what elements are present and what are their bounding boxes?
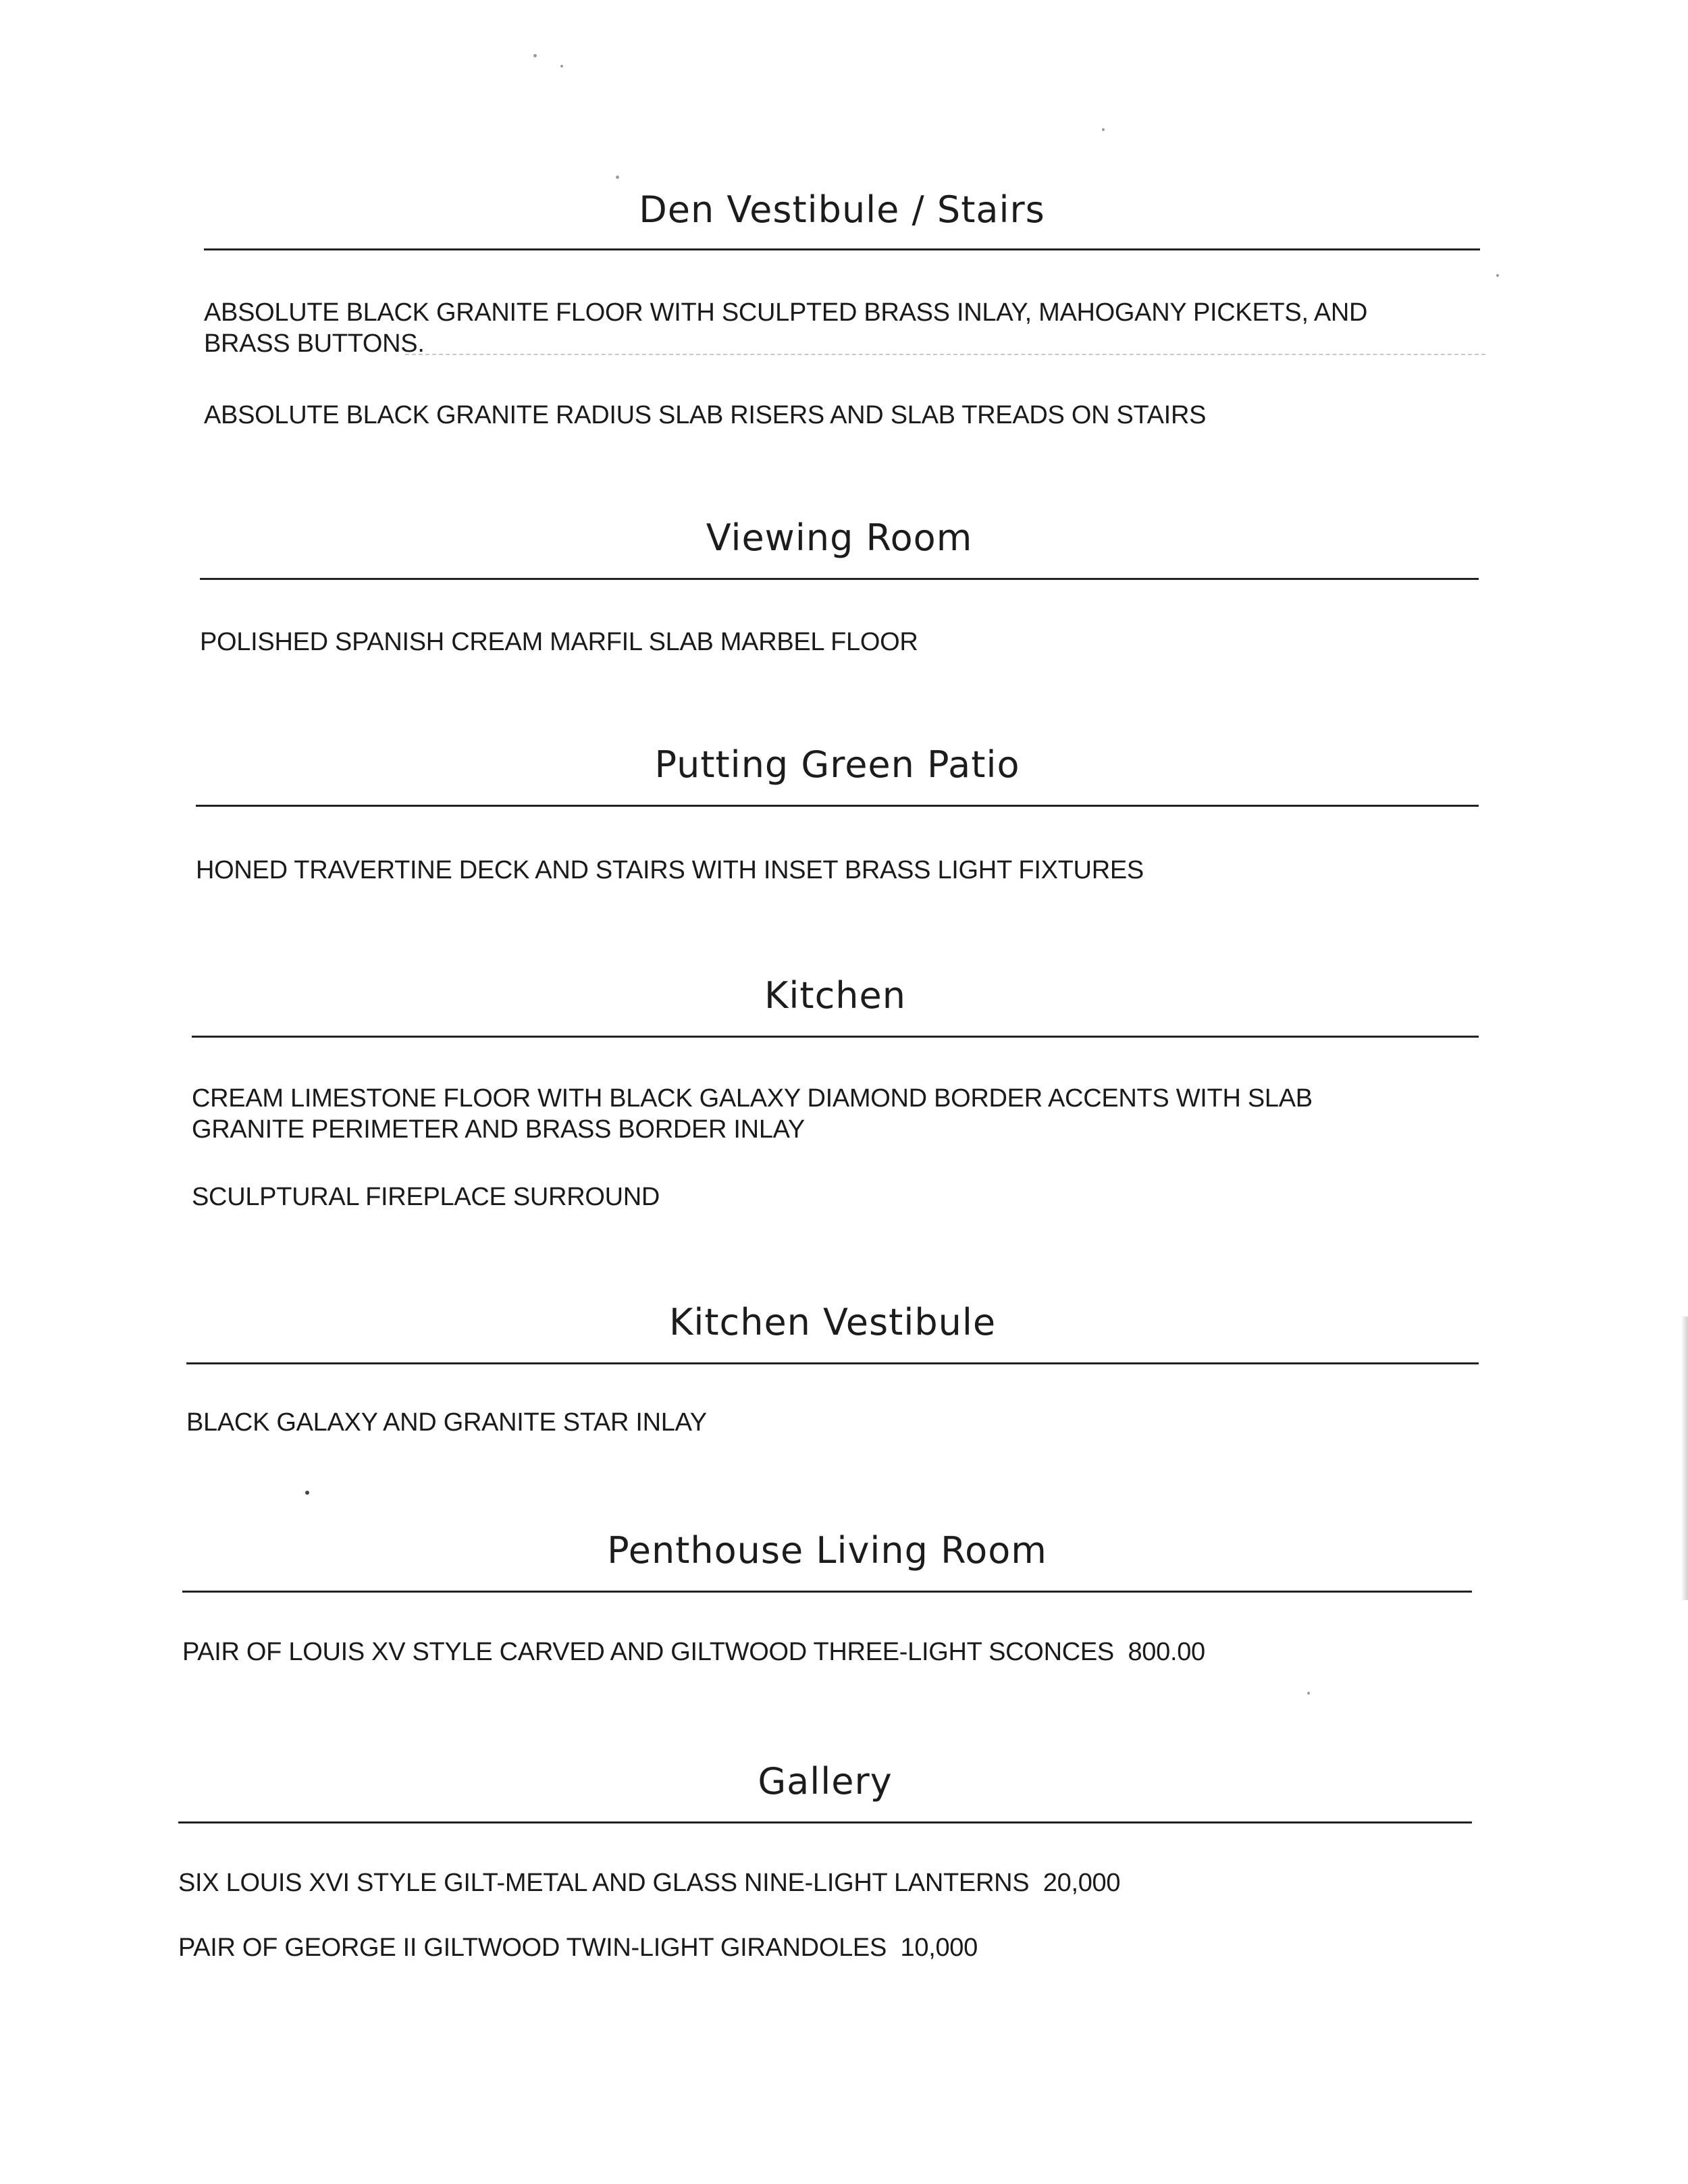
section-putting-green-patio (196, 743, 1479, 905)
scan-speck (1496, 274, 1499, 277)
section-divider (182, 1591, 1472, 1593)
item-text: CREAM LIMESTONE FLOOR WITH BLACK GALAXY DIAMOND BORDER ACCENTS WITH SLAB GRANITE PERIMETER AND BRASS BORDER INLAY (192, 1084, 1320, 1144)
item-text: ABSOLUTE BLACK GRANITE FLOOR WITH SCULPTED BRASS INLAY, MAHOGANY PICKETS, AND BRASS BUTTONS. (204, 298, 1375, 358)
section-kitchen (192, 974, 1479, 1230)
item-text: SCULPTURAL FIREPLACE SURROUND (192, 1183, 660, 1211)
section-divider (192, 1036, 1479, 1038)
item-text: HONED TRAVERTINE DECK AND STAIRS WITH INSET BRASS LIGHT FIXTURES (196, 856, 1144, 884)
scan-speck (560, 65, 563, 68)
item-text: ABSOLUTE BLACK GRANITE RADIUS SLAB RISERS AND SLAB TREADS ON STAIRS (204, 401, 1207, 429)
scan-speck (616, 176, 619, 179)
section-divider (204, 248, 1480, 250)
section-divider (186, 1362, 1479, 1364)
section-title: Kitchen Vestibule (668, 1301, 997, 1343)
section-title: Viewing Room (706, 516, 973, 559)
section-gallery (178, 1759, 1472, 1989)
section-title: Den Vestibule / Stairs (639, 188, 1045, 231)
section-divider (200, 578, 1479, 580)
scan-speck (1102, 128, 1105, 131)
section-viewing-room (200, 516, 1479, 678)
scan-artifact-line (405, 354, 1485, 355)
scan-speck (533, 54, 537, 57)
section-divider (196, 805, 1479, 807)
section-kitchen-vestibule (186, 1300, 1479, 1462)
section-title: Putting Green Patio (654, 743, 1020, 786)
section-title: Gallery (758, 1760, 893, 1803)
section-penthouse-living-room (182, 1528, 1472, 1690)
section-divider (178, 1821, 1472, 1823)
item-text: BLACK GALAXY AND GRANITE STAR INLAY (186, 1408, 707, 1437)
section-title: Kitchen (764, 974, 906, 1017)
scan-edge-shadow (1681, 1316, 1688, 1600)
section-den-vestibule-stairs (204, 188, 1480, 458)
section-title: Penthouse Living Room (607, 1529, 1047, 1572)
item-text: PAIR OF GEORGE II GILTWOOD TWIN-LIGHT GIRANDOLES 10,000 (178, 1934, 978, 1962)
item-text: POLISHED SPANISH CREAM MARFIL SLAB MARBEL FLOOR (200, 628, 918, 656)
scan-speck (305, 1491, 309, 1495)
item-text: SIX LOUIS XVI STYLE GILT-METAL AND GLASS NINE-LIGHT LANTERNS 20,000 (178, 1869, 1121, 1897)
item-text: PAIR OF LOUIS XV STYLE CARVED AND GILTWOOD THREE-LIGHT SCONCES 800.00 (182, 1638, 1205, 1666)
scan-speck (1307, 1692, 1310, 1695)
